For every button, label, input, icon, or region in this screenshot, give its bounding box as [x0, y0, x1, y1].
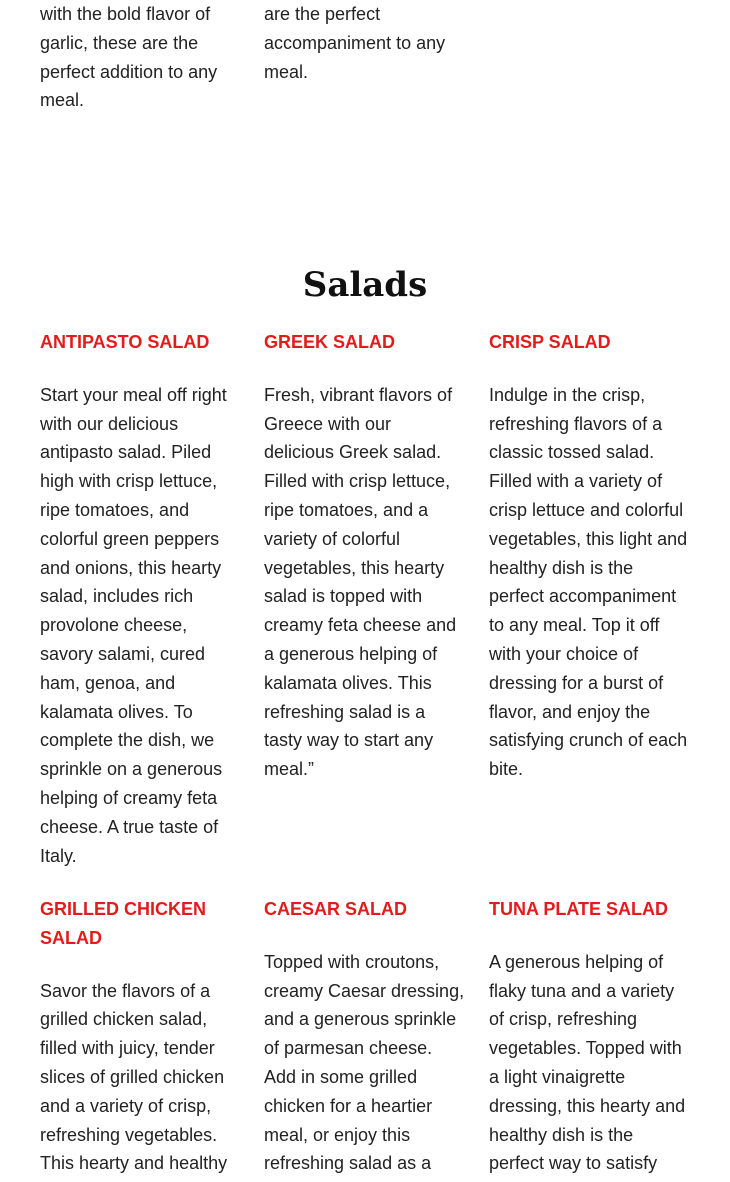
item-title: TUNA PLATE SALAD [489, 899, 668, 919]
item-description: Start your meal off right with our delicious antipasto salad. Piled high with crisp lettuce, ripe tomatoes, and colorful green peppers and onions, this hearty salad, includes rich provolone cheese, savory salami, cured ham, genoa, and kalamata olives. To complete the dish, we sprinkle on a generous helping of creamy feta cheese. A true taste of Italy. [40, 384, 227, 866]
item-description: A generous helping of flaky tuna and a variety of crisp, refreshing vegetables. Topped with a light vinaigrette dressing, this hearty and healthy dish is the perfect way to satisfy [489, 951, 686, 1174]
item-description: Savor the flavors of a grilled chicken salad, filled with juicy, tender slices of grilled chicken and a variety of crisp, refreshing vegetables. This hearty and healthy [40, 980, 228, 1174]
item-title: CAESAR SALAD [264, 899, 408, 919]
item-description: are the perfect accompaniment to any meal. [264, 4, 446, 82]
item-title: ANTIPASTO SALAD [40, 332, 210, 352]
menu-item-greek-salad [264, 328, 469, 784]
previous-item-2 [264, 0, 469, 86]
menu-item-tuna-plate-salad [489, 895, 694, 1178]
item-title: CRISP SALAD [489, 332, 611, 352]
item-description: Topped with croutons, creamy Caesar dressing, and a generous sprinkle of parmesan cheese. Add in some grilled chicken for a heartier meal, or enjoy this refreshing salad as a [264, 951, 465, 1174]
menu-item-grilled-chicken-salad [40, 895, 245, 1178]
item-title: GREEK SALAD [264, 332, 396, 352]
item-description: Indulge in the crisp, refreshing flavors of a classic tossed salad. Filled with a variety of crisp lettuce and colorful vegetables, this light and healthy dish is the perfect accompaniment to any meal. Top it off with your choice of dressing for a burst of flavor, and enjoy the satisfying crunch of each bite. [489, 384, 688, 780]
section-title-salads: Salads [302, 265, 428, 305]
previous-item-1 [40, 0, 245, 115]
menu-item-antipasto-salad [40, 328, 245, 870]
item-description: with the bold flavor of garlic, these are the perfect addition to any meal. [40, 4, 218, 111]
item-description: Fresh, vibrant flavors of Greece with our delicious Greek salad. Filled with crisp lettuce, ripe tomatoes, and a variety of colorful vegetables, this hearty salad is topped with creamy feta cheese and a generous helping of kalamata olives. This refreshing salad is a tasty way to start any meal.” [264, 384, 457, 780]
menu-item-crisp-salad [489, 328, 694, 784]
item-title: GRILLED CHICKEN SALAD [40, 899, 206, 948]
menu-item-caesar-salad [264, 895, 469, 1178]
